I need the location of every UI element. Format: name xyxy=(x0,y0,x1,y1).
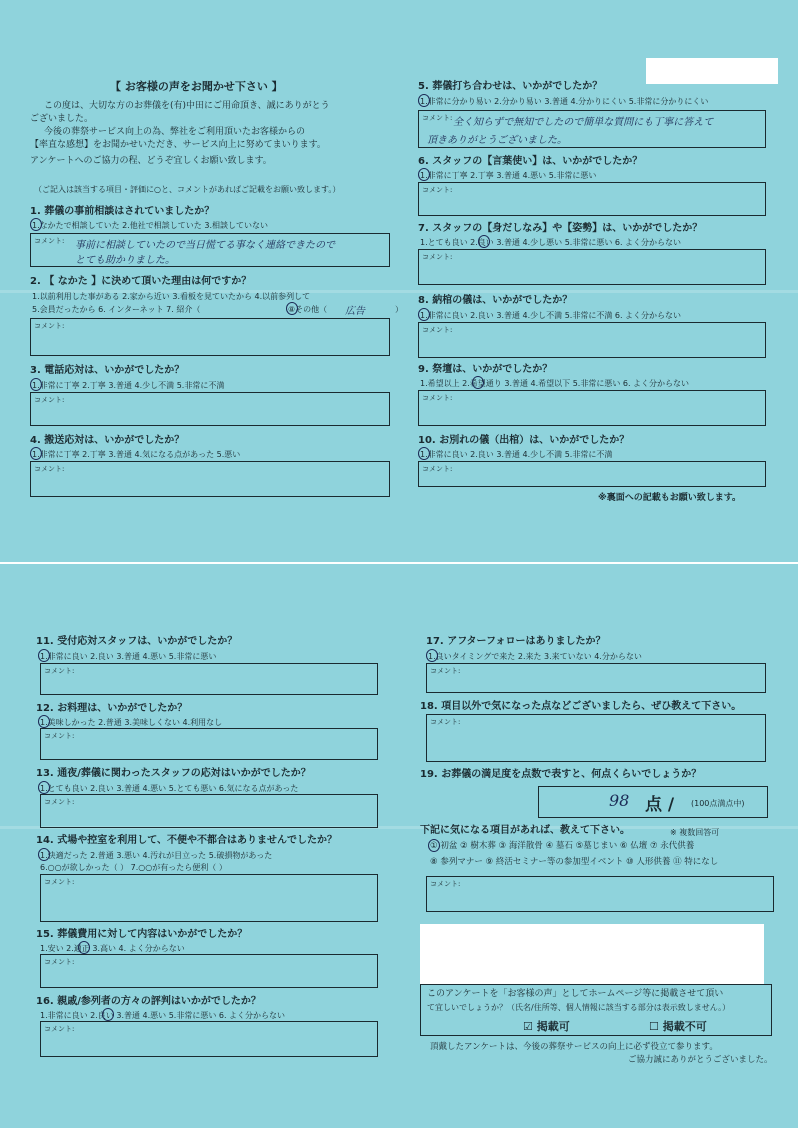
question-5-title: 5. 葬儀打ち合わせは、いかがでしたか？ xyxy=(418,81,603,92)
selection-circle xyxy=(472,376,484,389)
question-11-comment-box[interactable]: コメント: xyxy=(40,663,378,695)
question-17-comment-box[interactable]: コメント: xyxy=(426,663,766,693)
question-13-comment-box[interactable]: コメント: xyxy=(40,794,378,828)
question-17-options: 1.良いタイミングで来た 2.来た 3.来ていない 4.分からない xyxy=(428,652,642,661)
redaction-block xyxy=(646,58,778,84)
multiple-answer-note: ※ 複数回答可 xyxy=(670,828,720,837)
publish-question: て宜しいでしょうか？（氏名/住所等、個人情報に該当する部分は表示致しません。） xyxy=(427,1003,731,1012)
selection-circle xyxy=(30,218,42,231)
question-4-comment-box[interactable]: コメント: xyxy=(30,461,390,497)
question-15-title: 15. 葬儀費用に対して内容はいかがでしたか？ xyxy=(36,929,248,940)
publish-allowed-checkbox[interactable]: ☑ 掲載可 xyxy=(523,1020,570,1033)
selection-circle xyxy=(38,848,50,861)
question-6-title: 6. スタッフの【言葉使い】は、いかがでしたか？ xyxy=(418,156,643,167)
selection-circle xyxy=(38,781,50,794)
question-19-title: 19. お葬儀の満足度を点数で表すと、何点くらいでしょうか？ xyxy=(420,769,702,780)
selection-circle xyxy=(418,308,430,321)
question-10-options: 1.非常に良い 2.良い 3.普通 4.少し不満 5.非常に不満 xyxy=(420,450,613,459)
question-14-title: 14. 式場や控室を利用して、不便や不都合はありませんでしたか？ xyxy=(36,835,337,846)
question-12-comment-box[interactable]: コメント: xyxy=(40,728,378,760)
question-16-title: 16. 親戚/参列者の方々の評判はいかがでしたか？ xyxy=(36,996,261,1007)
intro-line: 【率直な感想】をお聞かせいただき、サービス向上に努めてまいります。 xyxy=(30,140,326,150)
selection-circle xyxy=(102,1008,114,1021)
publish-question: このアンケートを「お客様の声」としてホームページ等に掲載させて頂い xyxy=(427,989,724,999)
publish-permission-box xyxy=(420,984,772,1036)
question-12-title: 12. お料理は、いかがでしたか？ xyxy=(36,703,188,714)
question-2-comment-box[interactable]: コメント: xyxy=(30,318,390,356)
question-2-options: 5.会員だったから 6. インターネット 7. 紹介（ xyxy=(32,305,201,314)
question-3-title: 3. 電話応対は、いかがでしたか？ xyxy=(30,365,185,376)
question-9-title: 9. 祭壇は、いかがでしたか？ xyxy=(418,364,553,375)
selection-circle xyxy=(30,447,42,460)
selection-circle xyxy=(38,649,50,662)
question-9-options: 1.希望以上 2.希望通り 3.普通 4.希望以下 5.非常に悪い 6. よく分からない xyxy=(420,379,690,388)
interest-items-comment-box[interactable]: コメント: xyxy=(426,876,774,912)
question-3-options: 1.非常に丁寧 2.丁寧 3.普通 4.少し不満 5.非常に不満 xyxy=(32,381,225,390)
question-14-options: 6.○○が欲しかった（ ） 7.○○が有ったら便利（ ） xyxy=(40,863,227,872)
intro-line: アンケートへのご協力の程、どうぞ宜しくお願い致します。 xyxy=(30,156,272,166)
handwritten-answer: 広告 xyxy=(345,306,365,317)
question-4-title: 4. 搬送応対は、いかがでしたか？ xyxy=(30,435,185,446)
question-14-options: 1.快適だった 2.普通 3.悪い 4.汚れが目立った 5.破損物があった xyxy=(40,851,273,860)
question-15-comment-box[interactable]: コメント: xyxy=(40,954,378,988)
redaction-block xyxy=(420,924,764,984)
question-15-options: 1.安い 2.適正 3.高い 4. よく分からない xyxy=(40,944,185,953)
question-10-title: 10. お別れの儀（出棺）は、いかがでしたか？ xyxy=(418,435,630,446)
question-18-title: 18. 項目以外で気になった点などございましたら、ぜひ教えて下さい。 xyxy=(420,701,742,712)
question-18-comment-box[interactable]: コメント: xyxy=(426,714,766,762)
question-4-options: 1.非常に丁寧 2.丁寧 3.普通 4.気になる点があった 5.悪い xyxy=(32,450,241,459)
question-6-comment-box[interactable]: コメント: xyxy=(418,182,766,216)
publish-denied-checkbox[interactable]: ☐ 掲載不可 xyxy=(649,1020,707,1033)
question-7-title: 7. スタッフの【身だしなみ】や【姿勢】は、いかがでしたか？ xyxy=(418,223,703,234)
question-17-title: 17. アフターフォローはありましたか？ xyxy=(426,636,606,647)
selection-circle xyxy=(418,168,430,181)
question-2-options: 1.以前利用した事がある 2.家から近い 3.看板を見ていたから 4.以前参列して xyxy=(32,292,311,301)
question-13-title: 13. 通夜/葬儀に関わったスタッフの応対はいかがでしたか？ xyxy=(36,768,311,779)
intro-line: この度は、大切な方のお葬儀を(有)中田にご用命頂き、誠にありがとう xyxy=(44,101,330,111)
question-16-comment-box[interactable]: コメント: xyxy=(40,1021,378,1057)
selection-circle xyxy=(478,235,490,248)
intro-note: （ご記入は該当する項目・評価に○と、コメントがあればご記載をお願い致します。） xyxy=(34,185,341,194)
footer-line: ご協力誠にありがとうございました。 xyxy=(628,1055,773,1065)
question-7-options: 1.とても良い 2.良い 3.普通 4.少し悪い 5.非常に悪い 6. よく分からない xyxy=(420,238,682,247)
question-11-options: 1.非常に良い 2.良い 3.普通 4.悪い 5.非常に悪い xyxy=(40,652,217,661)
intro-line: ございました。 xyxy=(30,114,94,124)
survey-page-front: 【 お客様の声をお聞かせ下さい 】 この度は、大切な方のお葬儀を(有)中田にご用命頂き、誠にありがとう ございました。 今後の葬祭サービス向上の為、弊社をご利用頂いたお客様からの 【率直な感想】をお聞かせいただき、サービス向上に努めてまいります。 アンケートへのご協力の程、どうぞ宜しくお願い致します。 （ご記入は該当する項目・評価に○と、コメントがあればご記載をお願い致します。） 1. 葬儀の事前相談はされていましたか？ 1.なかたで相談していた 2.他社で相談していた 3.相談していない コメント: 事前に相談していたので当日慌てる事なく連絡できたので とても助かりました。 2. 【 なかた 】に決めて頂いた理由は何ですか？ 1.以前利用した事がある 2.家から近い 3.看板を見ていたから 4.以前参列して 5.会員だったから 6. インターネット 7. 紹介（ ⑧その他（ 広告 ） コメント: 3. 電話応対は、いかがでしたか？ 1.非常に丁寧 2.丁寧 3.普通 4.少し不満 5.非常に不満 コメント: 4. 搬送応対は、いかがでしたか？ 1.非常に丁寧 2.丁寧 3.普通 4.気になる点があった 5.悪い コメント: 5. 葬儀打ち合わせは、いかがでしたか？ 1.非常に分かり易い 2.分かり易い 3.普通 4.分かりにくい 5.非常に分かりにくい コメント: 全く知らずで無知でしたので簡単な質問にも丁寧に答えて 頂きありがとうございました。 6. スタッフの【言葉使い】は、いかがでしたか？ 1.非常に丁寧 2.丁寧 3.普通 4.悪い 5.非常に悪い コメント: 7. スタッフの【身だしなみ】や【姿勢】は、いかがでしたか？ 1.とても良い 2.良い 3.普通 4.少し悪い 5.非常に悪い 6. よく分からない コメント: 8. 納棺の儀は、いかがでしたか？ 1.非常に良い 2.良い 3.普通 4.少し不満 5.非常に不満 6. よく分からない コメント: 9. 祭壇は、いかがでしたか？ 1.希望以上 2.希望通り 3.普通 4.希望以下 5.非常に悪い 6. よく分からない コメント: 10. お別れの儀（出棺）は、いかがでしたか？ 1.非常に良い 2.良い 3.普通 4.少し不満 5.非常に不満 コメント: ※裏面への記載もお願い致します。 xyxy=(0,0,798,562)
handwritten-comment: とても助かりました。 xyxy=(75,255,175,266)
selection-circle xyxy=(30,378,42,391)
question-14-comment-box[interactable]: コメント: xyxy=(40,874,378,922)
interest-items-list: ⑧ 参列マナー ⑨ 終活セミナー等の参加型イベント ⑩ 人形供養 ⑪ 特になし xyxy=(430,857,719,867)
question-8-comment-box[interactable]: コメント: xyxy=(418,322,766,358)
selection-circle xyxy=(286,302,298,315)
question-13-options: 1.とても良い 2.良い 3.普通 4.悪い 5.とても悪い 6.気になる点があった xyxy=(40,784,299,793)
survey-page-back xyxy=(0,564,798,1128)
question-16-options: 1.非常に良い 2.良い 3.普通 4.悪い 5.非常に悪い 6. よく分からない xyxy=(40,1011,286,1020)
intro-line: 今後の葬祭サービス向上の為、弊社をご利用頂いたお客様からの xyxy=(44,127,306,137)
selection-circle xyxy=(426,649,438,662)
selection-circle xyxy=(418,94,430,107)
back-side-note: ※裏面への記載もお願い致します。 xyxy=(598,493,742,503)
satisfaction-score-box[interactable] xyxy=(538,786,768,818)
question-5-options: 1.非常に分かり易い 2.分かり易い 3.普通 4.分かりにくい 5.非常に分かりにくい xyxy=(420,97,709,106)
handwritten-comment: 頂きありがとうございました。 xyxy=(427,135,567,146)
question-1-title: 1. 葬儀の事前相談はされていましたか？ xyxy=(30,206,215,217)
selection-circle xyxy=(428,839,440,852)
selection-circle xyxy=(38,715,50,728)
question-8-title: 8. 納棺の儀は、いかがでしたか？ xyxy=(418,295,573,306)
question-3-comment-box[interactable]: コメント: xyxy=(30,392,390,426)
question-11-title: 11. 受付応対スタッフは、いかがでしたか？ xyxy=(36,636,238,647)
question-2-other: ⑧その他（ xyxy=(288,305,328,314)
question-10-comment-box[interactable]: コメント: xyxy=(418,461,766,487)
page-title: 【 お客様の声をお聞かせ下さい 】 xyxy=(110,80,283,93)
question-9-comment-box[interactable]: コメント: xyxy=(418,390,766,426)
selection-circle xyxy=(418,447,430,460)
score-unit-note: (100点満点中) xyxy=(691,799,745,808)
handwritten-comment: 事前に相談していたので当日慌てる事なく連絡できたので xyxy=(75,240,335,251)
question-1-comment-box[interactable]: コメント: 事前に相談していたので当日慌てる事なく連絡できたので とても助かりました。 xyxy=(30,233,390,267)
selection-circle xyxy=(78,941,90,954)
question-5-comment-box[interactable]: コメント: 全く知らずで無知でしたので簡単な質問にも丁寧に答えて 頂きありがとうございました。 xyxy=(418,110,766,148)
question-6-options: 1.非常に丁寧 2.丁寧 3.普通 4.悪い 5.非常に悪い xyxy=(420,171,597,180)
question-8-options: 1.非常に良い 2.良い 3.普通 4.少し不満 5.非常に不満 6. よく分からない xyxy=(420,311,682,320)
question-7-comment-box[interactable]: コメント: xyxy=(418,249,766,285)
question-12-options: 1.美味しかった 2.普通 3.美味しくない 4.利用なし xyxy=(40,718,223,727)
interest-items-list: ① 初盆 ② 樹木葬 ③ 海洋散骨 ④ 墓石 ⑤墓じまい ⑥ 仏壇 ⑦ 永代供養 xyxy=(430,841,695,851)
handwritten-comment: 全く知らずで無知でしたので簡単な質問にも丁寧に答えて xyxy=(453,117,714,128)
question-2-title: 2. 【 なかた 】に決めて頂いた理由は何ですか？ xyxy=(30,276,252,287)
footer-line: 頂戴したアンケートは、今後の葬祭サービスの向上に必ず役立て参ります。 xyxy=(430,1042,718,1052)
interest-items-title: 下記に気になる項目があれば、教えて下さい。 xyxy=(420,825,630,836)
question-1-options: 1.なかたで相談していた 2.他社で相談していた 3.相談していない xyxy=(32,221,268,230)
handwritten-score: 98 xyxy=(609,791,630,810)
score-unit: 点 / xyxy=(645,795,675,815)
